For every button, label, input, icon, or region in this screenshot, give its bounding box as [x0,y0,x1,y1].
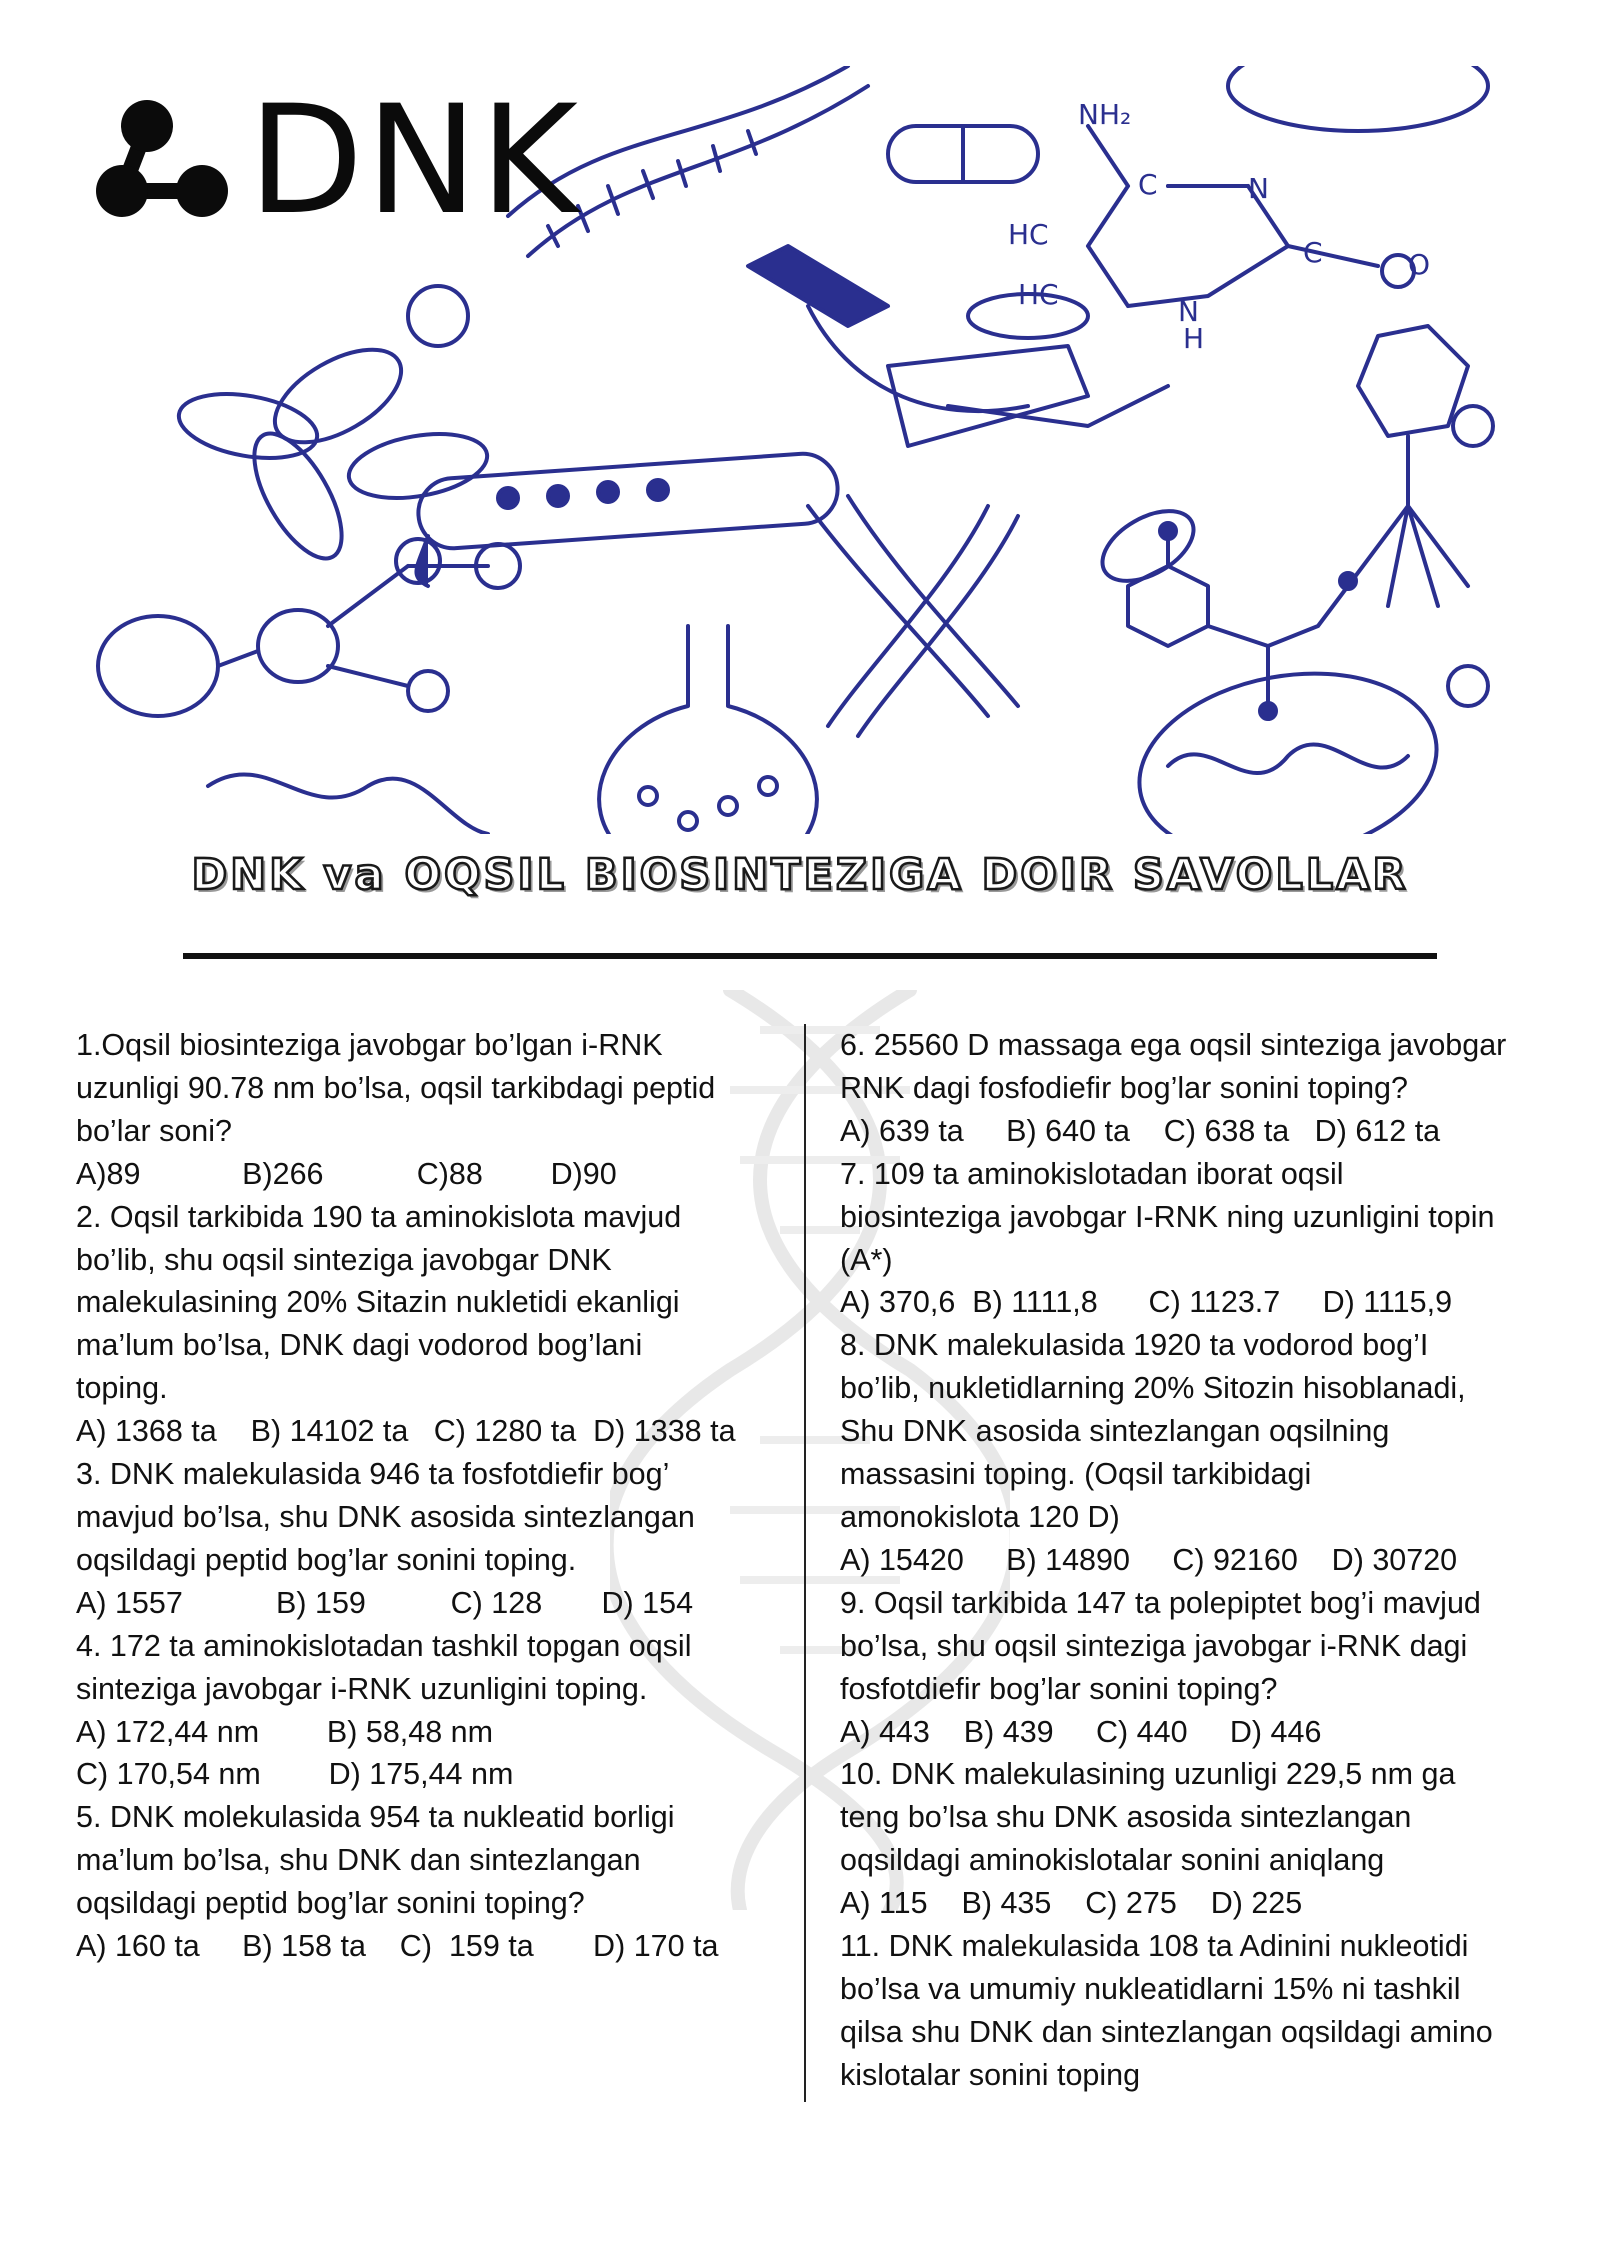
text-line: malekulasining 20% Sitazin nukletidi ekanligi [76,1285,680,1320]
formula-h: H [1183,322,1205,355]
text-line: 9. Oqsil tarkibida 147 ta polepiptet bog’i mavjud [840,1585,1481,1620]
formula-o: O [1408,248,1431,281]
text-line: mavjud bo’lsa, shu DNK asosida sintezlangan [76,1499,695,1534]
molecule-logo-icon [92,86,242,236]
text-line: 11. DNK malekulasida 108 ta Adinini nukleotidi [840,1929,1469,1964]
text-line: A) 443 B) 439 C) 440 D) 446 [840,1714,1322,1749]
text-line: A) 172,44 nm B) 58,48 nm [76,1714,494,1749]
text-line: kislotalar sonini toping [840,2057,1141,2092]
formula-hc-2: HC [1018,278,1059,311]
text-line: 1.Oqsil biosinteziga javobgar bo’lgan i-RNK [76,1028,663,1062]
text-line: Shu DNK asosida sintezlangan oqsilning [840,1414,1390,1449]
formula-hc-1: HC [1008,218,1049,251]
page-title: DNK va OQSIL BIOSINTEZIGA DOIR SAVOLLAR [191,850,1409,900]
text-line: bo’lsa, shu oqsil sinteziga javobgar i-RNK dagi [840,1628,1468,1663]
text-line: sinteziga javobgar i-RNK uzunligini toping. [76,1671,648,1706]
text-line: A)89 B)266 C)88 D)90 [76,1156,617,1191]
text-line: A) 639 ta B) 640 ta C) 638 ta D) 612 ta [840,1113,1441,1148]
text-line: 10. DNK malekulasining uzunligi 229,5 nm ga [840,1757,1456,1792]
column-divider [804,1024,806,2102]
text-line: 3. DNK malekulasida 946 ta fosfotdiefir bog’ [76,1457,670,1492]
formula-c2: C [1303,236,1323,269]
text-line: A) 1368 ta B) 14102 ta C) 1280 ta D) 1338 ta [76,1414,736,1449]
text-line: (A*) [840,1242,893,1277]
text-line: oqsildagi peptid bog’lar sonini toping? [76,1886,585,1921]
text-line: bo’lib, nukletidlarning 20% Sitozin hisoblanadi, [840,1371,1466,1406]
text-line: bo’lar soni? [76,1113,232,1148]
text-line: fosfotdiefir bog’lar sonini toping? [840,1671,1278,1706]
formula-n2: N [1178,295,1199,328]
text-line: A) 115 B) 435 C) 275 D) 225 [840,1886,1303,1921]
text-line: ma’lum bo’lsa, shu DNK dan sintezlangan [76,1843,641,1878]
text-line: teng bo’lsa shu DNK asosida sintezlangan [840,1800,1412,1835]
text-line: uzunligi 90.78 nm bo’lsa, oqsil tarkibdagi peptid [76,1070,716,1105]
formula-n: N [1248,172,1269,205]
logo-text: DNK [248,74,581,248]
text-line: oqsildagi aminokislotalar sonini aniqlang [840,1843,1385,1878]
text-line: 5. DNK molekulasida 954 ta nukleatid borligi [76,1800,675,1835]
text-line: ma’lum bo’lsa, DNK dagi vodorod bog’lani [76,1328,643,1363]
text-line: 6. 25560 D massaga ega oqsil sinteziga javobgar [840,1028,1507,1062]
text-line: A) 15420 B) 14890 C) 92160 D) 30720 [840,1542,1458,1577]
text-line: RNK dagi fosfodiefir bog’lar sonini toping? [840,1070,1408,1105]
text-line: qilsa shu DNK dan sintezlangan oqsildagi amino [840,2014,1493,2049]
text-line: toping. [76,1371,168,1406]
title-underline [183,953,1437,959]
text-line: biosinteziga javobgar I-RNK ning uzunligini topin [840,1199,1495,1234]
text-line: bo’lsa va umumiy nukleatidlarni 15% ni tashkil [840,1971,1461,2006]
text-line: bo’lib, shu oqsil sinteziga javobgar DNK [76,1242,612,1277]
questions-right-column [840,1024,1560,2097]
text-line: 2. Oqsil tarkibida 190 ta aminokislota mavjud [76,1199,682,1234]
text-line: 4. 172 ta aminokislotadan tashkil topgan oqsil [76,1628,692,1663]
text-line: A) 160 ta B) 158 ta C) 159 ta D) 170 ta [76,1929,719,1964]
text-line: A) 370,6 B) 1111,8 C) 1123.7 D) 1115,9 [840,1285,1453,1320]
formula-c: C [1138,168,1158,201]
text-line: C) 170,54 nm D) 175,44 nm [76,1757,514,1792]
text-line: oqsildagi peptid bog’lar sonini toping. [76,1542,577,1577]
questions-left-column [76,1024,788,1968]
text-line: 7. 109 ta aminokislotadan iborat oqsil [840,1156,1344,1191]
text-line: A) 1557 B) 159 C) 128 D) 154 [76,1585,694,1620]
text-line: amonokislota 120 D) [840,1499,1120,1534]
dnk-logo [92,74,581,248]
formula-nh2: NH₂ [1078,98,1132,131]
text-line: 8. DNK malekulasida 1920 ta vodorod bog’I [840,1328,1429,1363]
text-line: massasini toping. (Oqsil tarkibidagi [840,1457,1312,1492]
